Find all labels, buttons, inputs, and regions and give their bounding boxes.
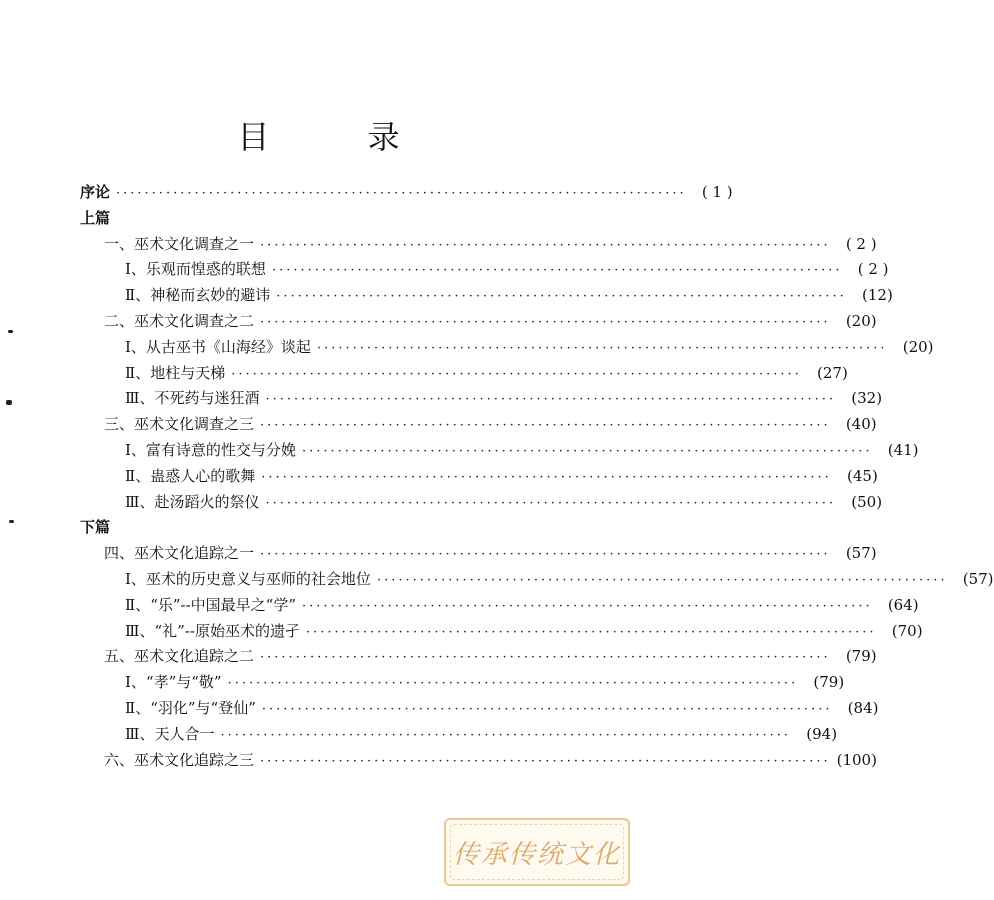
- toc-entry-label: Ⅰ、“孝”与“敬”: [125, 673, 222, 692]
- toc-entry: [125, 491, 883, 513]
- toc-entry: [125, 336, 934, 358]
- toc-entry-page: (45): [847, 466, 878, 485]
- toc-leader-dots: ················································································: [261, 702, 833, 717]
- toc-entry-label: 六、巫术文化追踪之三: [104, 750, 255, 769]
- toc-entry-label: 三、巫术文化调查之三: [104, 415, 255, 434]
- toc-entry-label: 下篇: [80, 518, 111, 537]
- toc-entry-page: (64): [887, 595, 919, 614]
- toc-entry: [104, 310, 877, 332]
- toc-entry-label: Ⅲ、“礼”--原始巫术的遗孑: [125, 621, 300, 640]
- toc-leader-dots: ················································································: [260, 753, 831, 769]
- toc-entry-label: 二、巫术文化调查之二: [104, 312, 255, 330]
- toc-entry-page: ( 2 ): [845, 234, 877, 253]
- scan-speck: [9, 520, 14, 523]
- toc-leader-dots: ················································································: [305, 624, 877, 640]
- toc-entry-label: 四、巫术文化追踪之一: [104, 544, 255, 563]
- scan-speck: [8, 330, 13, 333]
- toc-entry-page: (57): [845, 544, 877, 563]
- toc-entry: [125, 465, 878, 487]
- toc-entry-label: Ⅲ、天人合一: [125, 724, 215, 743]
- toc-entry-page: (79): [845, 647, 877, 666]
- toc-leader-dots: ················································································: [260, 650, 831, 666]
- toc-entry-label: Ⅱ、“乐”--中国最早之“学”: [125, 595, 297, 614]
- toc-entry-page: (12): [862, 286, 893, 305]
- toc-leader-dots: ················································································: [301, 444, 873, 459]
- toc-leader-dots: ················································································: [260, 547, 831, 563]
- toc-entry-page: (57): [962, 570, 994, 588]
- toc-entry: [125, 723, 838, 745]
- toc-entry: [104, 645, 877, 667]
- toc-leader-dots: ················································································: [316, 340, 888, 356]
- toc-leader-dots: ················································································: [227, 676, 799, 692]
- toc-entry-label: Ⅰ、从古巫书《山海经》谈起: [125, 337, 311, 356]
- toc-entry: [104, 413, 877, 435]
- toc-entry-label: 一、巫术文化调查之一: [104, 234, 255, 253]
- toc-entry-label: 上篇: [80, 208, 111, 227]
- toc-entry-page: (100): [836, 750, 877, 769]
- scan-speck: [6, 400, 12, 405]
- toc-entry: [125, 671, 845, 693]
- toc-leader-dots: ················································································: [302, 598, 873, 614]
- toc-entry-label: 五、巫术文化追踪之二: [104, 647, 255, 666]
- toc-entry-label: Ⅲ、赴汤蹈火的祭仪: [125, 492, 260, 511]
- toc-leader-dots: ················································································: [376, 573, 948, 588]
- toc-entry-label: Ⅱ、蛊惑人心的歌舞: [125, 466, 256, 485]
- toc-entry: [125, 387, 883, 409]
- toc-entry-page: (50): [851, 492, 883, 511]
- toc-entry-page: ( 2 ): [857, 260, 889, 279]
- toc-entry-label: Ⅰ、巫术的历史意义与巫师的社会地位: [125, 570, 371, 588]
- watermark-stamp: [444, 818, 630, 886]
- toc-leader-dots: ················································································: [271, 263, 843, 279]
- toc-entry: [80, 181, 733, 203]
- toc-entry-label: Ⅲ、不死药与迷狂酒: [125, 389, 260, 408]
- toc-entry-page: (94): [806, 724, 838, 743]
- toc-leader-dots: ················································································: [220, 727, 792, 743]
- toc-leader-dots: ················································································: [276, 289, 847, 305]
- toc-entry: [80, 516, 575, 538]
- toc-leader-dots: ················································································: [265, 392, 837, 408]
- toc-leader-dots: ················································································: [116, 186, 687, 201]
- toc-entry-page: (84): [847, 699, 879, 717]
- toc-entry-page: (20): [902, 337, 934, 356]
- toc-entry: [125, 620, 923, 642]
- toc-entry-page: (40): [845, 415, 877, 434]
- page-title: 目 录: [237, 118, 444, 156]
- toc-leader-dots: ················································································: [260, 237, 831, 253]
- toc-entry-page: (79): [813, 673, 845, 692]
- toc-entry-page: (20): [845, 312, 877, 330]
- toc-leader-dots: ················································································: [260, 418, 831, 434]
- toc-entry: [125, 439, 919, 461]
- toc-entry: [125, 284, 893, 306]
- toc-entry-label: 序论: [80, 183, 111, 201]
- toc-leader-dots: ················································································: [265, 495, 837, 511]
- toc-entry-label: Ⅱ、神秘而玄妙的避讳: [125, 286, 271, 305]
- toc-leader-dots: ················································································: [261, 469, 832, 485]
- toc-entry-page: (32): [851, 389, 883, 408]
- toc-entry-label: Ⅱ、“羽化”与“登仙”: [125, 699, 256, 717]
- toc-entry: [104, 233, 877, 255]
- toc-entry-page: (41): [887, 441, 919, 459]
- stamp-text: 传承传统文化: [452, 840, 621, 870]
- toc-entry: [80, 207, 575, 229]
- toc-entry-page: (70): [891, 621, 923, 640]
- toc-entry-label: Ⅰ、富有诗意的性交与分娩: [125, 441, 296, 459]
- toc-entry: [125, 594, 919, 616]
- toc-entry-page: ( 1 ): [701, 183, 733, 201]
- toc-entry: [125, 568, 994, 590]
- toc-leader-dots: ················································································: [260, 315, 831, 330]
- toc-entry-page: (27): [817, 363, 848, 382]
- toc-entry: [104, 542, 877, 564]
- toc-entry-label: Ⅱ、地柱与天梯: [125, 363, 226, 382]
- toc-entry: [125, 258, 889, 280]
- toc-entry: [125, 697, 879, 719]
- toc-entry: [125, 362, 848, 384]
- toc-entry: [104, 749, 877, 771]
- toc-leader-dots: ················································································: [231, 366, 802, 382]
- toc-entry-label: Ⅰ、乐观而惶惑的联想: [125, 260, 266, 279]
